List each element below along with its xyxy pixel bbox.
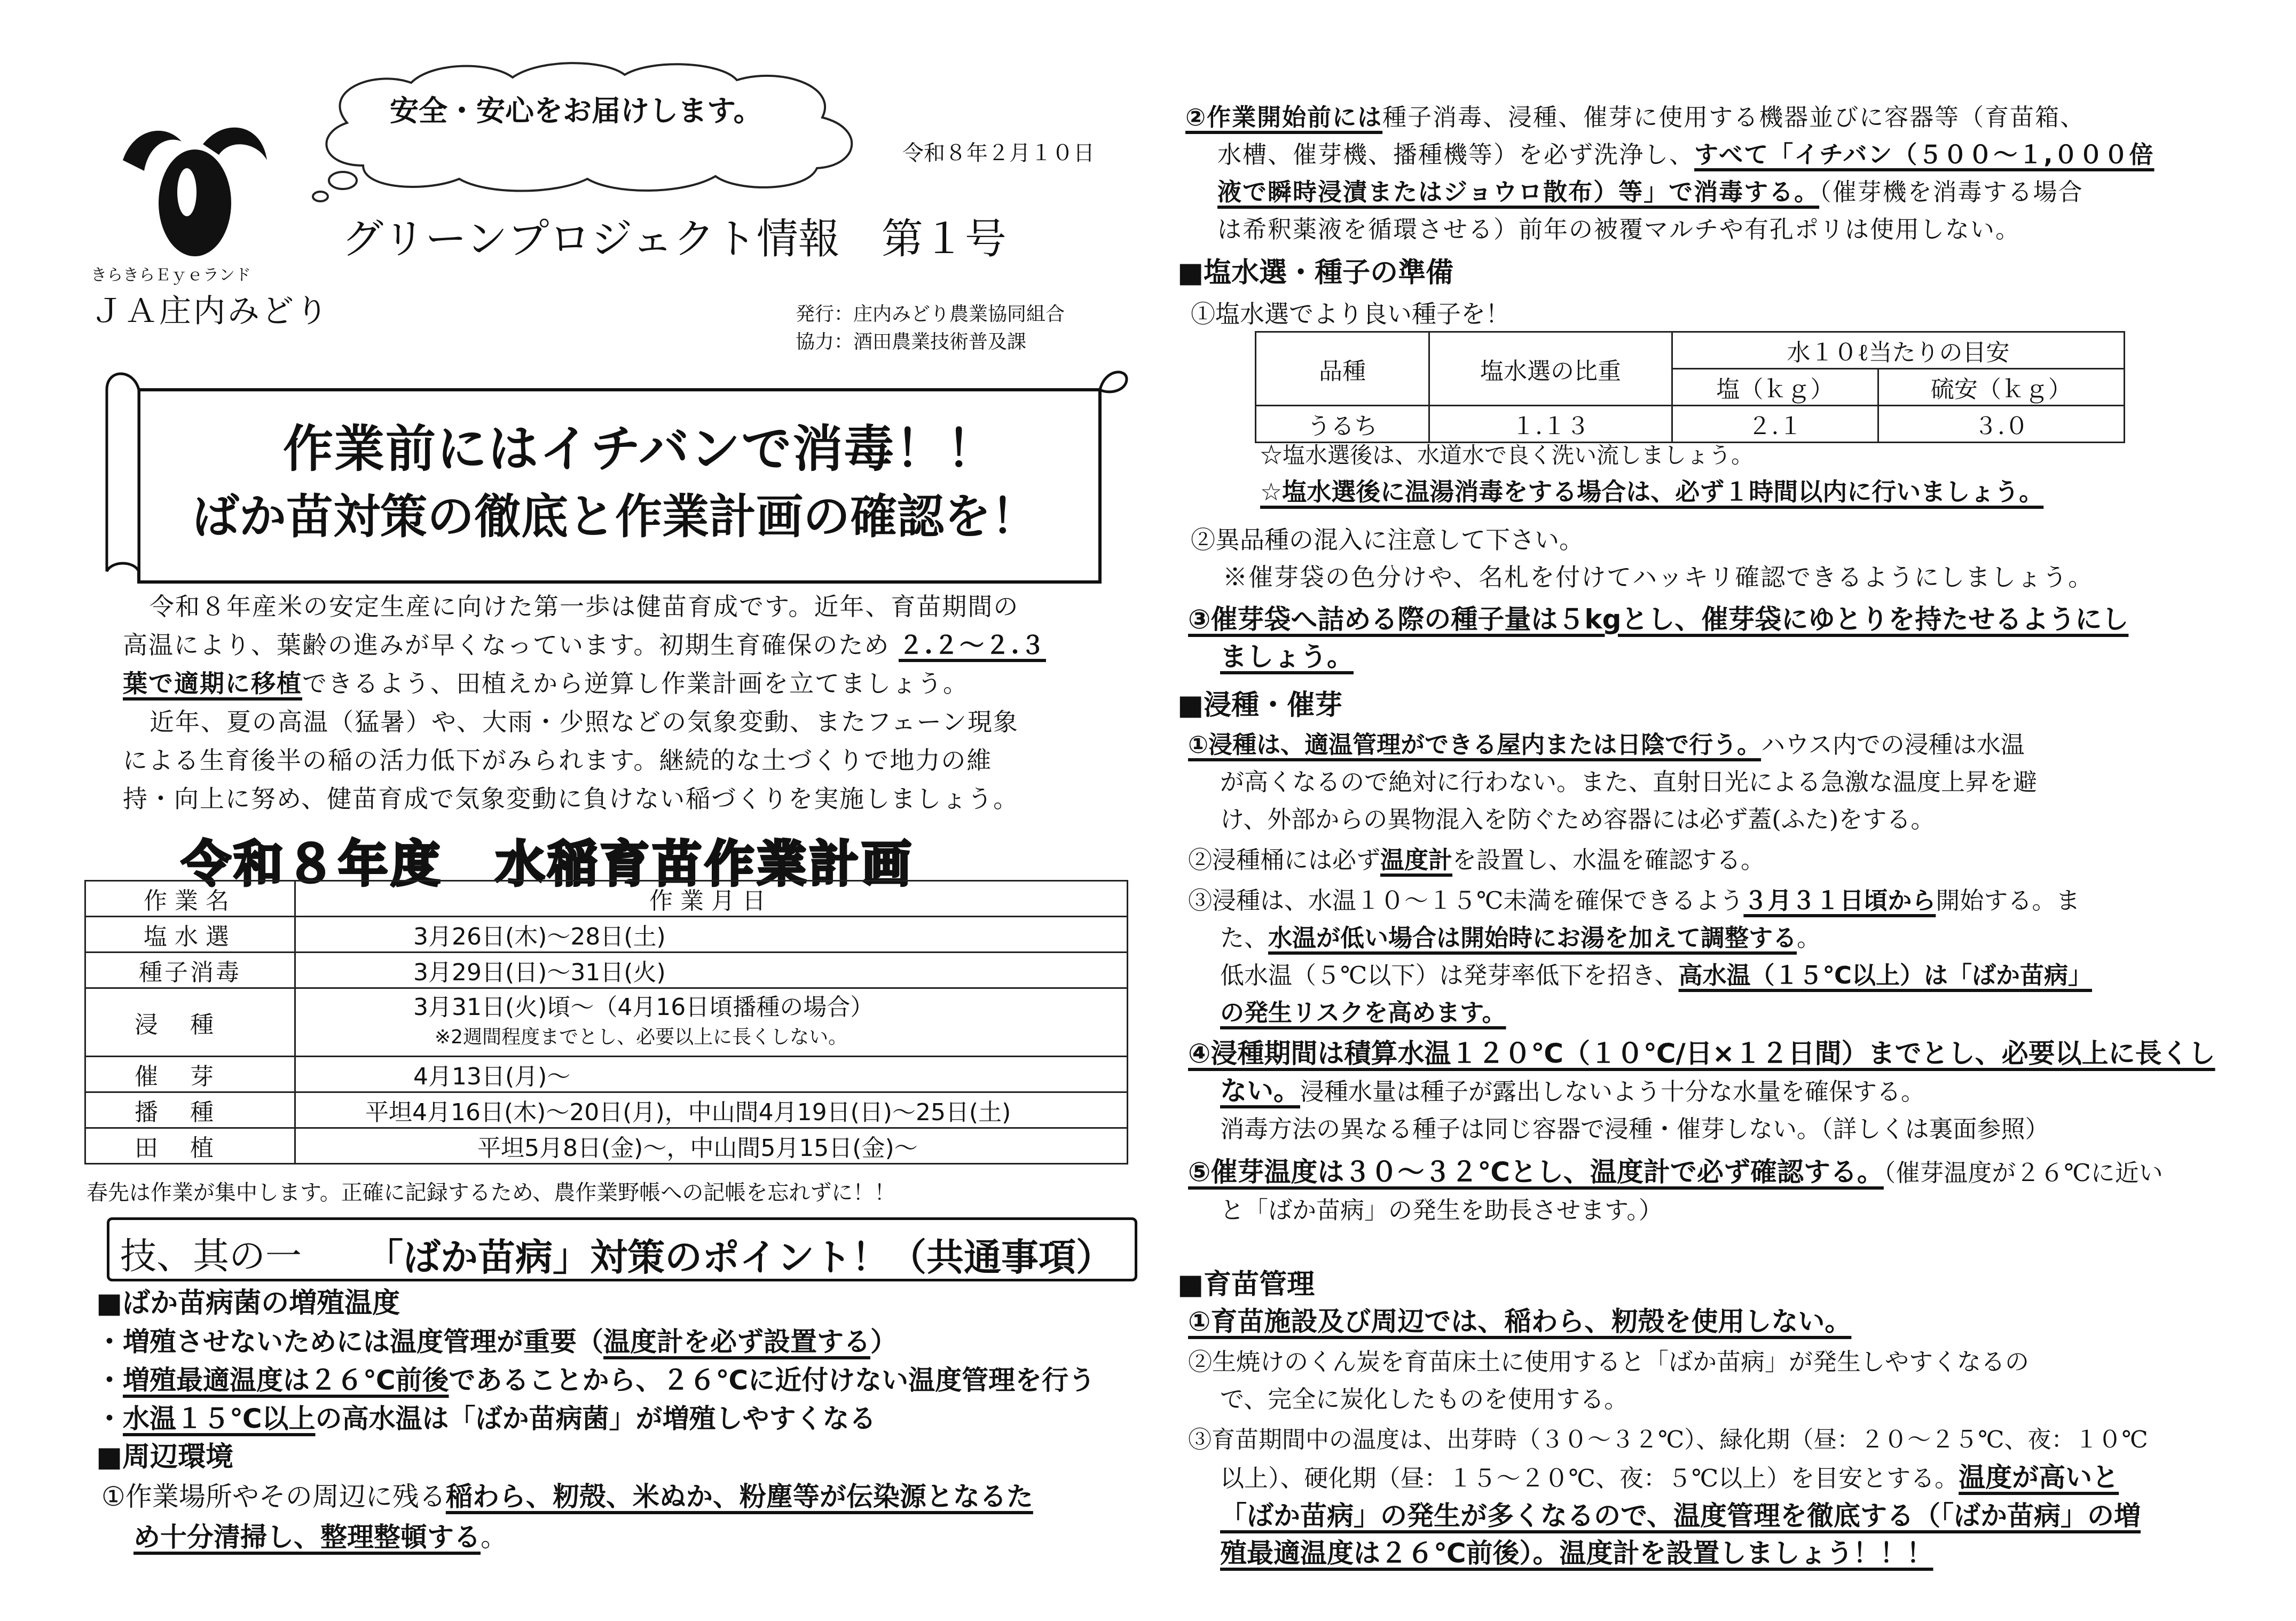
nursery-line: 殖最適温度は２６℃前後）。温度計を設置しましょう！！！: [1220, 1538, 1933, 1569]
newsletter-title: グリーンプロジェクト情報 第１号: [342, 215, 1007, 263]
plan-footnote: 春先は作業が集中します。正確に記録するため、農作業野帳への記帳を忘れずに！！: [87, 1181, 896, 1205]
disinfection-line: ②作業開始前には種子消毒、浸種、催芽に使用する機器並びに容器等（育苗箱、: [1185, 103, 2086, 131]
logo-mark-icon: [101, 112, 294, 262]
plan-cell-name: 種子消毒: [85, 953, 295, 988]
plan-cell-name: 催芽: [85, 1057, 295, 1092]
soak-line: 低水温（５℃以下）は発芽率低下を招き、高水温（１５℃以上）は「ばか苗病」: [1220, 961, 2093, 989]
soak-line: け、外部からの異物混入を防ぐため容器には必ず蓋(ふた)をする。: [1220, 805, 1935, 833]
point-title: 「ばか苗病」対策のポイント！（共通事項）: [366, 1236, 1113, 1279]
disinfection-block: [1185, 99, 2243, 248]
table-row: [85, 1092, 1128, 1128]
soak-line: ③浸種は、水温１０〜１５℃未満を確保できるよう３月３１日頃から開始する。ま: [1188, 886, 2080, 915]
soak-line: と「ばか苗病」の発生を助長させます。）: [1220, 1196, 1663, 1224]
intro-line: 持・向上に努め、健苗育成で気象変動に負けない稲づくりを実施しましょう。: [123, 784, 1019, 813]
nursery-line: で、完全に炭化したものを使用する。: [1220, 1385, 1629, 1413]
salt-water-table: [1255, 331, 2125, 443]
nursery-line: ③育苗期間中の温度は、出芽時（３０〜３２℃）、緑化期（昼：２０〜２５℃、夜：１０℃: [1188, 1426, 2148, 1453]
disinfection-line: は希釈薬液を循環させる）前年の被覆マルチや有孔ポリは使用しない。: [1217, 215, 2021, 243]
plan-cell-date: 平坦5月8日(金)〜，中山間5月15日(金)〜: [295, 1128, 1128, 1164]
section-head-environment: ■周辺環境: [96, 1441, 234, 1473]
point-box: [107, 1217, 1137, 1281]
plan-cell-date: [295, 988, 1128, 1057]
table-row: [1256, 406, 2125, 443]
soak-line: の発生リスクを高めます。: [1220, 998, 1506, 1027]
plan-cell-name: 浸種: [85, 988, 295, 1057]
table-row: [85, 1128, 1128, 1164]
soak-line: ない。浸種水量は種子が露出しないよう十分な水量を確保する。: [1220, 1075, 1925, 1106]
plan-soak-date: 3月31日(火)頃〜（4月16日頃播種の場合）: [413, 993, 874, 1021]
cloud-shape: [299, 59, 881, 203]
intro-line: 近年、夏の高温（猛暑）や、大雨・少照などの気象変動、またフェーン現象: [150, 707, 1019, 736]
soaking-block: [1188, 726, 2245, 1229]
salt-col-guide: 水１０ℓ当たりの目安: [1672, 332, 2125, 369]
plan-cell-name: 塩水選: [85, 917, 295, 953]
plan-soak-note: ※2週間程度までとし、必要以上に長くしない。: [435, 1026, 848, 1048]
salt-cell-salt: ２.１: [1672, 406, 1878, 443]
table-row: [85, 917, 1128, 953]
salt-note-2: ☆塩水選後に温湯消毒をする場合は、必ず１時間以内に行いましょう。: [1260, 477, 2044, 506]
cooperation: 協力：酒田農業技術普及課: [796, 331, 1027, 353]
table-row: [85, 988, 1128, 1057]
salt-col-salt: 塩（ｋｇ）: [1672, 369, 1878, 406]
intro-line: 令和８年産米の安定生産に向けた第一歩は健苗育成です。近年、育苗期間の: [150, 592, 1019, 621]
plan-cell-date: 3月29日(日)〜31日(火): [295, 953, 1128, 988]
soak-line: ⑤催芽温度は３０〜３２℃とし、温度計で必ず確認する。（催芽温度が２６℃に近い: [1188, 1156, 2163, 1187]
soak-line: 消毒方法の異なる種子は同じ容器で浸種・催芽しない。（詳しくは裏面参照）: [1220, 1115, 2049, 1143]
cloud-slogan: 安全・安心をお届けします。: [390, 94, 762, 128]
plan-cell-date: 3月26日(木)〜28日(土): [295, 917, 1128, 953]
nursery-block: [1188, 1303, 2245, 1572]
issue-date: 令和８年２月１０日: [902, 141, 1095, 166]
nursery-line: 以上）、硬化期（昼：１５〜２０℃、夜：５℃以上）を目安とする。温度が高いと: [1220, 1462, 2119, 1493]
plan-cell-date: 平坦4月16日(木)〜20日(月)，中山間4月19日(日)〜25日(土): [295, 1092, 1128, 1128]
variety-mix-2: ※催芽袋の色分けや、名札を付けてハッキリ確認できるようにしましょう。: [1223, 563, 2094, 592]
soak-line: ①浸種は、適温管理ができる屋内または日陰で行う。ハウス内での浸種は水温: [1188, 730, 2025, 759]
banner-line-2: ばか苗対策の徹底と作業計画の確認を！: [192, 489, 1039, 544]
plan-cell-name: 田植: [85, 1128, 295, 1164]
banner-line-1: 作業前にはイチバンで消毒！！: [283, 420, 998, 478]
temp-point-3: ・水温１５℃以上の高水温は「ばか苗病菌」が増殖しやすくなる: [96, 1403, 876, 1434]
section-head-salt: ■塩水選・種子の準備: [1177, 257, 1454, 289]
work-plan-table: [84, 880, 1128, 1164]
intro-line: による生育後半の稲の活力低下がみられます。継続的な土づくりで地力の維: [123, 746, 993, 775]
nursery-line: 「ばか苗病」の発生が多くなるので、温度管理を徹底する（「ばか苗病」の増: [1220, 1500, 2141, 1531]
bag-amount-2: ましょう。: [1220, 641, 1354, 672]
salt-note-1: ☆塩水選後は、水道水で良く洗い流しましょう。: [1260, 442, 1754, 468]
plan-header-name: 作業名: [85, 881, 295, 917]
temp-point-1: ・増殖させないためには温度管理が重要（温度計を必ず設置する）: [96, 1326, 897, 1357]
plan-header-date: 作業月日: [295, 881, 1128, 917]
variety-mix-1: ②異品種の混入に注意して下さい。: [1191, 525, 1584, 554]
publisher: 発行：庄内みどり農業協同組合: [796, 303, 1065, 325]
nursery-line: ①育苗施設及び周辺では、稲わら、籾殻を使用しない。: [1188, 1306, 1852, 1337]
intro-line: 葉で適期に移植できるよう、田植えから逆算し作業計画を立てましょう。: [123, 669, 969, 698]
org-name: ＪＡ庄内みどり: [91, 293, 330, 330]
env-point-1: ①作業場所やその周辺に残る稲わら、籾殻、米ぬか、粉塵等が伝染源となるた: [101, 1481, 1033, 1512]
salt-col-sulfate: 硫安（ｋｇ）: [1878, 369, 2124, 406]
disinfection-line: 水槽、催芽機、播種機等）を必ず洗浄し、すべて「イチバン（５００〜１,０００倍: [1217, 140, 2155, 169]
intro-paragraph: [123, 587, 1137, 818]
soak-line: た、水温が低い場合は開始時にお湯を加えて調整する。: [1220, 924, 1821, 952]
section-head-nursery: ■育苗管理: [1177, 1269, 1315, 1301]
table-row: [85, 953, 1128, 988]
headline-banner: [101, 358, 1132, 587]
env-point-1-cont: め十分清掃し、整理整頓する。: [133, 1522, 507, 1553]
section-head-temperature: ■ばか苗病菌の増殖温度: [96, 1287, 400, 1319]
point-prefix: 技、其の一: [120, 1236, 302, 1278]
left-sections: [96, 1284, 1137, 1557]
logo-caption: きらきらＥｙｅランド: [91, 266, 251, 285]
table-row: [85, 1057, 1128, 1092]
nursery-line: ②生焼けのくん炭を育苗床土に使用すると「ばか苗病」が発生しやすくなるの: [1188, 1348, 2030, 1376]
section-head-soaking: ■浸種・催芽: [1177, 689, 1343, 721]
salt-cell-gravity: １.１３: [1429, 406, 1672, 443]
salt-col-variety: 品種: [1256, 332, 1429, 406]
disinfection-line: 液で瞬時浸漬またはジョウロ散布）等」で消毒する。（催芽機を消毒する場合: [1217, 178, 2083, 206]
salt-col-gravity: 塩水選の比重: [1429, 332, 1672, 406]
bag-amount-1: ③催芽袋へ詰める際の種子量は５kgとし、催芽袋にゆとりを持たせるようにし: [1188, 604, 2129, 635]
salt-cell-sulfate: ３.０: [1878, 406, 2124, 443]
salt-subhead: ①塩水選でより良い種子を！: [1191, 300, 1510, 328]
logo: [101, 112, 294, 262]
slogan-cloud: [299, 59, 881, 203]
intro-line: 高温により、葉齢の進みが早くなっています。初期生育確保のため ２.２〜２.３: [123, 631, 1046, 659]
plan-title: 令和８年度 水稲育苗作業計画: [182, 836, 915, 893]
soak-line: ②浸種桶には必ず温度計を設置し、水温を確認する。: [1188, 846, 1765, 874]
soak-line: が高くなるので絶対に行わない。また、直射日光による急激な温度上昇を避: [1220, 768, 2038, 796]
plan-cell-date: 4月13日(月)〜: [295, 1057, 1128, 1092]
salt-cell-variety: うるち: [1256, 406, 1429, 443]
plan-cell-name: 播種: [85, 1092, 295, 1128]
temp-point-2: ・増殖最適温度は２６℃前後であることから、２６℃に近付けない温度管理を行う: [96, 1365, 1096, 1396]
soak-line: ④浸種期間は積算水温１２０℃（１０℃/日×１２日間）までとし、必要以上に長くし: [1188, 1038, 2215, 1069]
